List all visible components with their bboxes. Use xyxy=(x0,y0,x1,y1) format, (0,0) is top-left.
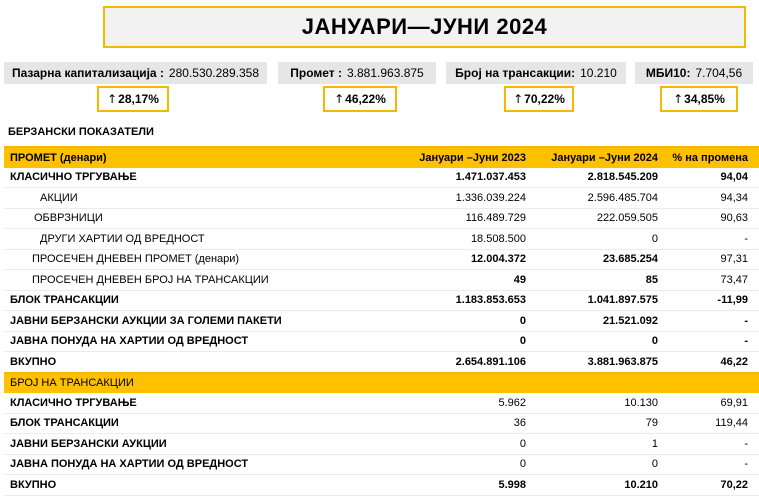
value-2024: 0 xyxy=(526,454,658,475)
value-2023: 0 xyxy=(378,454,526,475)
row-spacer xyxy=(748,229,759,250)
transactions-delta xyxy=(504,86,574,112)
market-cap-delta xyxy=(97,86,169,112)
header-spacer xyxy=(658,373,748,394)
row-spacer xyxy=(748,454,759,475)
header-change: % на промена xyxy=(658,147,748,168)
value-2024: 10.210 xyxy=(526,475,658,496)
table-row xyxy=(4,331,759,352)
row-spacer xyxy=(748,311,759,332)
arrow-up-icon: ↑ xyxy=(513,92,524,106)
value-2023: 36 xyxy=(378,413,526,434)
value-change: 69,91 xyxy=(658,393,748,413)
turnover-header-label: ПРОМЕТ (денари) xyxy=(4,147,378,168)
row-label: БЛОК ТРАНСАКЦИИ xyxy=(4,290,378,311)
value-2023: 2.654.891.106 xyxy=(378,352,526,373)
value-2023: 0 xyxy=(378,331,526,352)
row-label: ПРОСЕЧЕН ДНЕВЕН БРОЈ НА ТРАНСАКЦИИ xyxy=(4,270,378,291)
market-cap-label: Пазарна капитализација : xyxy=(11,66,164,80)
row-label: ЈАВНА ПОНУДА НА ХАРТИИ ОД ВРЕДНОСТ xyxy=(4,454,378,475)
transactions-delta-value: 70,22% xyxy=(524,92,565,106)
transactions-header-label: БРОЈ НА ТРАНСАКЦИИ xyxy=(4,373,378,394)
value-2023: 0 xyxy=(378,434,526,455)
value-2023: 1.336.039.224 xyxy=(378,188,526,209)
row-spacer xyxy=(748,413,759,434)
row-label: КЛАСИЧНО ТРГУВАЊЕ xyxy=(4,393,378,413)
value-2024: 85 xyxy=(526,270,658,291)
table-row xyxy=(4,290,759,311)
row-label: ДРУГИ ХАРТИИ ОД ВРЕДНОСТ xyxy=(4,229,378,250)
header-2023: Јануари –Јуни 2023 xyxy=(378,147,526,168)
value-2024: 3.881.963.875 xyxy=(526,352,658,373)
row-label: ЈАВНИ БЕРЗАНСКИ АУКЦИИ ЗА ГОЛЕМИ ПАКЕТИ xyxy=(4,311,378,332)
row-label: ВКУПНО xyxy=(4,352,378,373)
indicators-table xyxy=(4,146,759,496)
value-2024: 1.041.897.575 xyxy=(526,290,658,311)
row-spacer xyxy=(748,331,759,352)
value-change: 94,34 xyxy=(658,188,748,209)
value-change: 119,44 xyxy=(658,413,748,434)
row-label: АКЦИИ xyxy=(4,188,378,209)
transactions-header-row xyxy=(4,373,759,394)
row-label: ЈАВНИ БЕРЗАНСКИ АУКЦИИ xyxy=(4,434,378,455)
table-row xyxy=(4,168,759,188)
value-2024: 0 xyxy=(526,229,658,250)
value-2024: 2.818.545.209 xyxy=(526,168,658,188)
value-2023: 1.471.037.453 xyxy=(378,168,526,188)
transactions-stat xyxy=(446,62,626,84)
row-label: ВКУПНО xyxy=(4,475,378,496)
header-2024: Јануари –Јуни 2024 xyxy=(526,147,658,168)
mbi10-stat xyxy=(635,62,753,84)
row-spacer xyxy=(748,352,759,373)
turnover-delta xyxy=(323,86,397,112)
row-label: ОБВРЗНИЦИ xyxy=(4,208,378,229)
value-change: - xyxy=(658,331,748,352)
value-2023: 5.998 xyxy=(378,475,526,496)
value-change: - xyxy=(658,229,748,250)
value-change: 46,22 xyxy=(658,352,748,373)
table-row xyxy=(4,413,759,434)
turnover-header-row xyxy=(4,147,759,168)
table-row xyxy=(4,188,759,209)
value-2024: 79 xyxy=(526,413,658,434)
row-spacer xyxy=(748,270,759,291)
section-title: БЕРЗАНСКИ ПОКАЗАТЕЛИ xyxy=(8,126,154,138)
arrow-up-icon: ↑ xyxy=(334,92,345,106)
table-row xyxy=(4,454,759,475)
value-change: - xyxy=(658,434,748,455)
value-change: 94,04 xyxy=(658,168,748,188)
value-2023: 1.183.853.653 xyxy=(378,290,526,311)
table-row xyxy=(4,270,759,291)
row-spacer xyxy=(748,393,759,413)
value-change: 73,47 xyxy=(658,270,748,291)
row-label: ЈАВНА ПОНУДА НА ХАРТИИ ОД ВРЕДНОСТ xyxy=(4,331,378,352)
turnover-delta-value: 46,22% xyxy=(345,92,386,106)
turnover-value: 3.881.963.875 xyxy=(346,66,424,80)
row-spacer xyxy=(748,249,759,270)
value-2024: 0 xyxy=(526,331,658,352)
value-2023: 18.508.500 xyxy=(378,229,526,250)
value-2023: 49 xyxy=(378,270,526,291)
row-label: БЛОК ТРАНСАКЦИИ xyxy=(4,413,378,434)
value-change: 90,63 xyxy=(658,208,748,229)
row-spacer xyxy=(748,290,759,311)
row-label: КЛАСИЧНО ТРГУВАЊЕ xyxy=(4,168,378,188)
arrow-up-icon: ↑ xyxy=(673,92,684,106)
value-2024: 23.685.254 xyxy=(526,249,658,270)
mbi10-delta-value: 34,85% xyxy=(684,92,725,106)
turnover-label: Промет : xyxy=(290,66,342,80)
value-2024: 222.059.505 xyxy=(526,208,658,229)
arrow-up-icon: ↑ xyxy=(107,92,118,106)
value-change: - xyxy=(658,454,748,475)
value-2024: 2.596.485.704 xyxy=(526,188,658,209)
value-change: 97,31 xyxy=(658,249,748,270)
row-label: ПРОСЕЧЕН ДНЕВЕН ПРОМЕТ (денари) xyxy=(4,249,378,270)
table-row-total xyxy=(4,352,759,373)
row-spacer xyxy=(748,208,759,229)
value-change: - xyxy=(658,311,748,332)
value-2023: 116.489.729 xyxy=(378,208,526,229)
mbi10-delta xyxy=(660,86,738,112)
mbi10-label: МБИ10: xyxy=(645,66,691,80)
turnover-stat xyxy=(278,62,436,84)
table-row xyxy=(4,311,759,332)
market-cap-delta-value: 28,17% xyxy=(118,92,159,106)
table-row xyxy=(4,208,759,229)
value-change: -11,99 xyxy=(658,290,748,311)
value-2023: 0 xyxy=(378,311,526,332)
header-spacer xyxy=(748,147,759,168)
row-spacer xyxy=(748,434,759,455)
value-2024: 10.130 xyxy=(526,393,658,413)
market-cap-stat xyxy=(4,62,267,84)
value-change: 70,22 xyxy=(658,475,748,496)
header-spacer xyxy=(748,373,759,394)
value-2023: 5.962 xyxy=(378,393,526,413)
value-2024: 1 xyxy=(526,434,658,455)
row-spacer xyxy=(748,188,759,209)
table-row xyxy=(4,434,759,455)
transactions-value: 10.210 xyxy=(580,66,617,80)
market-cap-value: 280.530.289.358 xyxy=(168,66,260,80)
table-row xyxy=(4,229,759,250)
report-title: ЈАНУАРИ—ЈУНИ 2024 xyxy=(103,6,746,48)
value-2023: 12.004.372 xyxy=(378,249,526,270)
row-spacer xyxy=(748,168,759,188)
mbi10-value: 7.704,56 xyxy=(695,66,743,80)
table-row xyxy=(4,393,759,413)
header-spacer xyxy=(378,373,526,394)
transactions-label: Број на трансакции: xyxy=(455,66,576,80)
header-spacer xyxy=(526,373,658,394)
table-row xyxy=(4,249,759,270)
value-2024: 21.521.092 xyxy=(526,311,658,332)
